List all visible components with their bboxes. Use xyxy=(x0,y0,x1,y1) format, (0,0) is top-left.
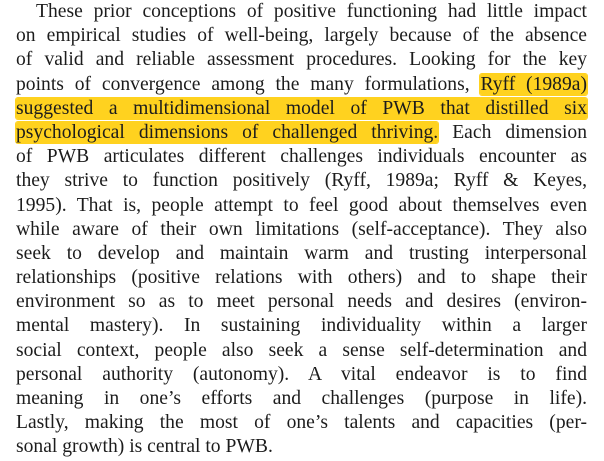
text-line-11 xyxy=(16,242,587,266)
text-line-7-content: of PWB articulates different challenges individuals encounter as xyxy=(16,146,587,168)
highlighted-text-line-6: psychological dimensions of challenged thriving. xyxy=(16,121,439,143)
text-line-2 xyxy=(16,24,587,48)
document-page xyxy=(16,0,587,460)
text-line-10 xyxy=(16,218,587,242)
text-line-18-content: Lastly, making the most of one’s talents and capacities (per- xyxy=(16,412,587,434)
text-line-6 xyxy=(16,121,587,145)
text-line-4 xyxy=(16,73,587,97)
text-line-12 xyxy=(16,266,587,290)
text-line-6-plain: Each dimension xyxy=(438,121,588,143)
text-line-18 xyxy=(16,411,587,435)
text-line-14-content: mental mastery). In sustaining individuality within a larger xyxy=(16,315,587,337)
text-line-14 xyxy=(16,314,587,338)
highlighted-text-line-5: suggested a multidimensional model of PWB that distilled six xyxy=(16,97,587,119)
text-line-12-content: relationships (positive relations with others) and to shape their xyxy=(16,267,587,289)
text-line-13-content: environment so as to meet personal needs and desires (environ- xyxy=(16,291,587,313)
text-line-3-content: of valid and reliable assessment procedures. Looking for the key xyxy=(16,49,587,71)
text-line-1 xyxy=(16,0,587,24)
text-line-19-content: sonal growth) is central to PWB. xyxy=(16,436,273,458)
text-line-15 xyxy=(16,339,587,363)
text-line-8-content: they strive to function positively (Ryff, 1989a; Ryff & Keyes, xyxy=(16,170,587,192)
text-line-4-plain: points of convergence among the many formulations, xyxy=(16,73,470,95)
text-line-2-content: on empirical studies of well-being, largely because of the absence xyxy=(16,25,587,47)
text-line-17 xyxy=(16,387,587,411)
text-line-5 xyxy=(16,97,587,121)
highlighted-citation: Ryff (1989a) xyxy=(480,73,587,95)
text-line-11-content: seek to develop and maintain warm and trusting interpersonal xyxy=(16,242,587,264)
text-line-19 xyxy=(16,435,587,459)
text-line-8 xyxy=(16,169,587,193)
text-line-1-content: These prior conceptions of positive functioning had little impact xyxy=(36,1,587,22)
text-line-17-content: meaning in one’s efforts and challenges (purpose in life). xyxy=(16,388,587,409)
text-line-3 xyxy=(16,48,587,72)
text-line-9 xyxy=(16,194,587,218)
text-line-15-content: social context, people also seek a sense self-determination and xyxy=(16,339,587,361)
text-line-16-content: personal authority (autonomy). A vital endeavor is to find xyxy=(16,363,587,385)
text-line-13 xyxy=(16,290,587,314)
text-line-9-content: 1995). That is, people attempt to feel good about themselves even xyxy=(16,194,587,216)
text-line-10-content: while aware of their own limitations (self-acceptance). They also xyxy=(16,218,587,240)
text-line-7 xyxy=(16,145,587,169)
text-line-16 xyxy=(16,363,587,387)
